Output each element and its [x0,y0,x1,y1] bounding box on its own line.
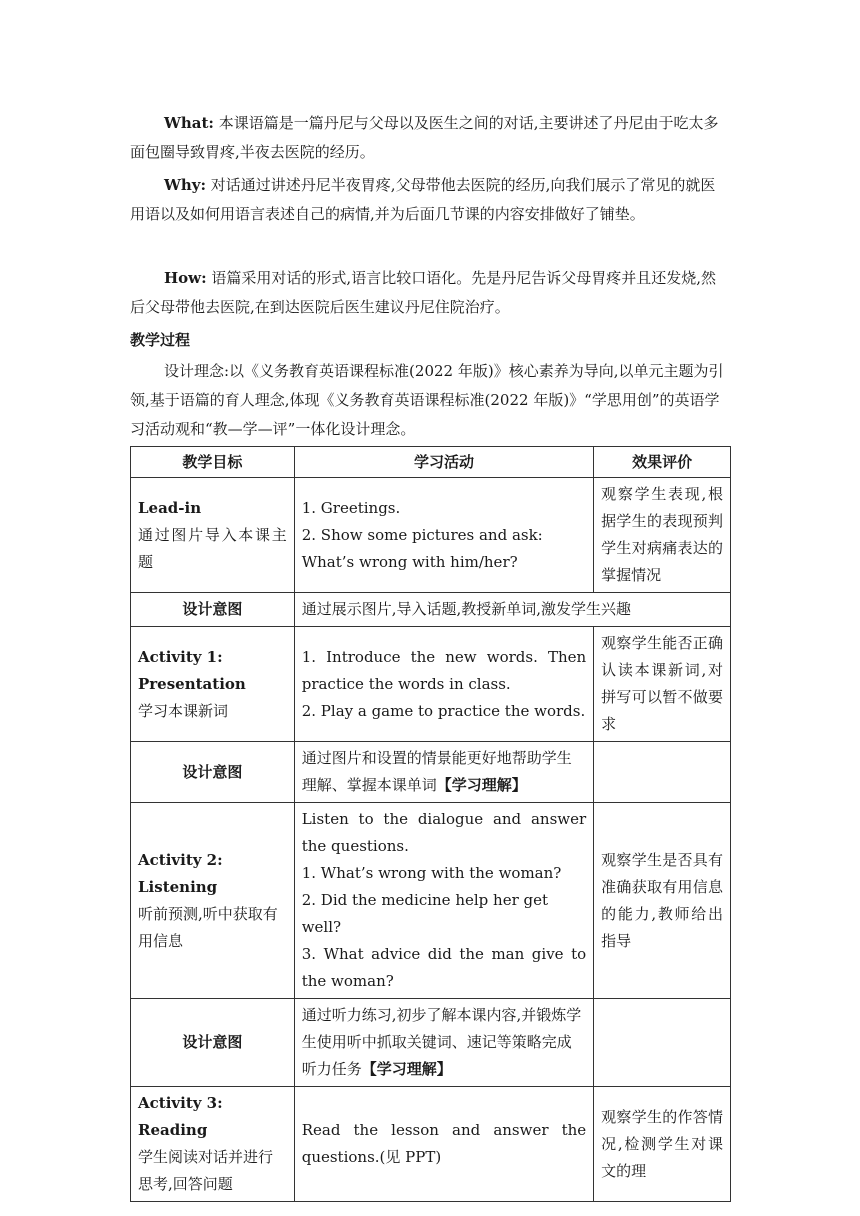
activity-1-title-line-1: Activity 1: [138,647,223,666]
activity-1-goal-text: 学习本课新词 [138,701,229,720]
activity-3-activity-cell: Read the lesson and answer the questions.(见 PPT) [294,1087,593,1202]
intent-2-label: 设计意图 [131,742,295,803]
header-learning-activity: 学习活动 [294,447,593,478]
header-teaching-goal: 教学目标 [131,447,295,478]
activity-3-evaluation-cell: 观察学生的作答情况,检测学生对课文的理 [594,1087,731,1202]
activity-2-question-2: 2. Did the medicine help her get well? [301,891,549,936]
lead-in-goal-text: 通过图片导入本课主题 [138,525,287,571]
intent-2-tag: 【学习理解】 [436,776,527,794]
lead-in-goal-cell [131,478,295,593]
activity-2-question-3: 3. What advice did the man give to the woman? [301,945,587,990]
header-evaluation: 效果评价 [594,447,731,478]
intent-3-tag: 【学习理解】 [361,1060,452,1078]
how-paragraph [130,264,730,322]
table-row-intent-3 [131,999,731,1087]
intent-1-label: 设计意图 [131,593,295,627]
what-text: 本课语篇是一篇丹尼与父母以及医生之间的对话,主要讲述了丹尼由于吃太多面包圈导致胃疼,半夜去医院的经历。 [130,114,719,161]
design-concept-paragraph [130,357,730,444]
activity-1-activity-cell [294,627,593,742]
teaching-process-table [130,446,731,1202]
how-text: 语篇采用对话的形式,语言比较口语化。先是丹尼告诉父母胃疼并且还发烧,然后父母带他去医院,在到达医院后医生建议丹尼住院治疗。 [130,269,716,316]
intent-3-text-cell [294,999,593,1087]
activity-2-activity-cell [294,803,593,999]
lead-in-evaluation-cell: 观察学生表现,根据学生的表现预判学生对病痛表达的掌握情况 [594,478,731,593]
activity-3-goal-cell [131,1087,295,1202]
activity-2-goal-text: 听前预测,听中获取有用信息 [138,904,278,950]
table-row-intent-1 [131,593,731,627]
activity-1-title-line-2: Presentation [138,674,246,693]
table-row-intent-2 [131,742,731,803]
activity-1-goal-cell [131,627,295,742]
activity-1-activity-1: 1. Introduce the new words. Then practice the words in class. [301,647,587,693]
lead-in-activity-2: 2. Show some pictures and ask: What’s wrong with him/her? [301,525,543,571]
intent-3-empty-cell [594,999,731,1087]
activity-2-goal-cell [131,803,295,999]
table-row-activity-2 [131,803,731,999]
activity-3-title: Activity 3: Reading [138,1094,223,1139]
lead-in-activity-cell [294,478,593,593]
intent-1-text: 通过展示图片,导入话题,教授新单词,激发学生兴趣 [294,593,730,627]
intent-3-text: 通过听力练习,初步了解本课内容,并锻炼学生使用听中抓取关键词、速记等策略完成听力任务 [301,1006,582,1078]
table-header-row [131,447,731,478]
lead-in-title: Lead-in [138,498,202,517]
activity-2-instruction: Listen to the dialogue and answer the questions. [301,810,587,855]
section-title: 教学过程 [130,331,191,349]
activity-1-activity-2: 2. Play a game to practice the words. [301,701,586,720]
intent-2-text-cell [294,742,593,803]
how-label: How: [164,269,207,287]
table-row-activity-1 [131,627,731,742]
what-paragraph [130,109,730,167]
why-paragraph [130,171,730,229]
activity-1-evaluation-cell: 观察学生能否正确认读本课新词,对拼写可以暂不做要求 [594,627,731,742]
activity-3-goal-text: 学生阅读对话并进行思考,回答问题 [138,1148,274,1193]
intent-3-label: 设计意图 [131,999,295,1087]
activity-2-question-1: 1. What’s wrong with the woman? [301,864,562,882]
why-text: 对话通过讲述丹尼半夜胃疼,父母带他去医院的经历,向我们展示了常见的就医用语以及如何用语言表述自己的病情,并为后面几节课的内容安排做好了铺垫。 [130,176,716,223]
activity-2-evaluation-cell: 观察学生是否具有准确获取有用信息的能力,教师给出指导 [594,803,731,999]
design-concept-text: 设计理念:以《义务教育英语课程标准(2022 年版)》核心素养为导向,以单元主题为引领,基于语篇的育人理念,体现《义务教育英语课程标准(2022 年版)》“学思用创”的英语学习活动观和“教—学—评”一体化设计理念。 [130,362,724,438]
why-label: Why: [164,176,207,194]
intent-2-empty-cell [594,742,731,803]
intent-2-text: 通过图片和设置的情景能更好地帮助学生理解、掌握本课单词 [301,749,572,794]
what-label: What: [164,114,214,132]
table-row-lead-in [131,478,731,593]
table-row-activity-3 [131,1087,731,1202]
activity-2-title: Activity 2: Listening [138,850,223,896]
lead-in-activity-1: 1. Greetings. [301,498,401,517]
